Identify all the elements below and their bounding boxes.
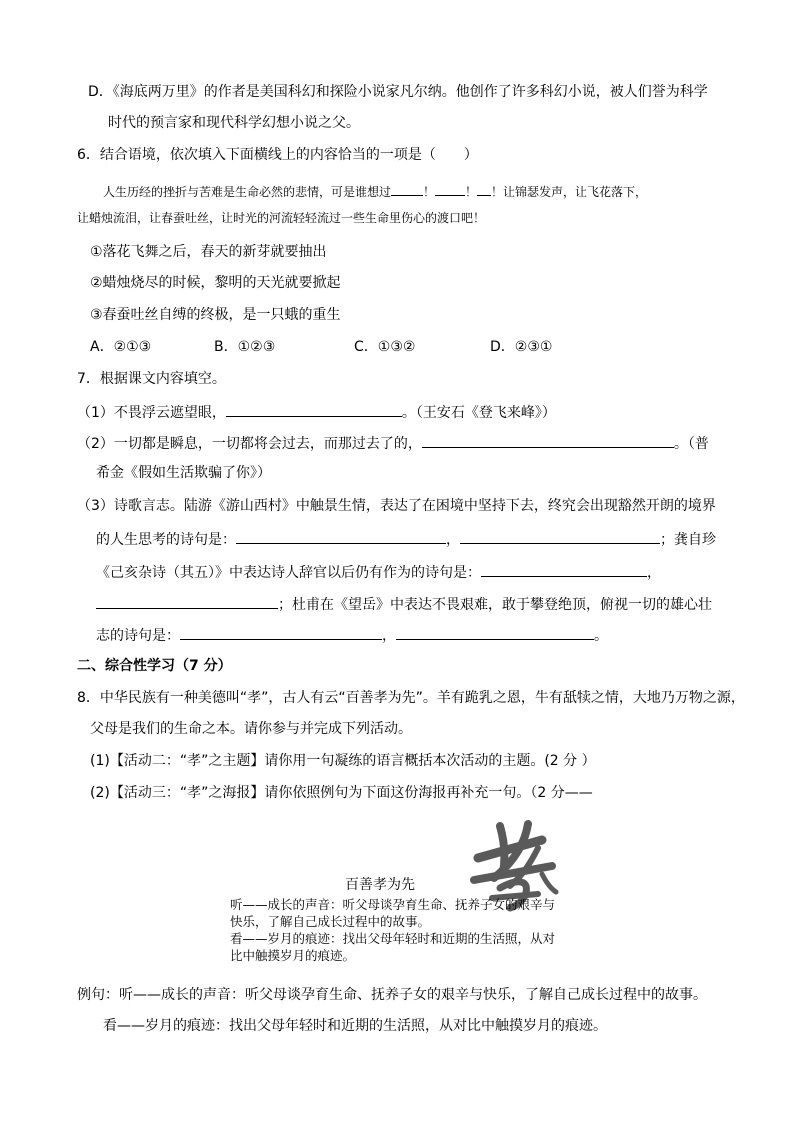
q7-part1-source: 。（王安石《登飞来峰》） [401, 405, 556, 421]
q6-blank-1[interactable] [391, 180, 423, 196]
q7-part3-line3 [96, 561, 661, 583]
q6-option-2: ②蜡烛烧尽的时候，黎明的天光就要掀起 [90, 275, 341, 291]
q7-part3-text-cont: ；龚自珍 [660, 532, 716, 548]
q6-blank-2[interactable] [435, 180, 465, 196]
q6-mark-2: ！ [465, 185, 478, 199]
q6-blank-3[interactable] [477, 180, 491, 196]
example-line-1: 例句：听——成长的声音：听父母谈孕育生命、抚养子女的艰辛与快乐，了解自己成长过程中的故事。 [77, 987, 707, 1003]
q5-option-d-line1: D．《海底两万里》的作者是美国科幻和探险小说家凡尔纳。他创作了许多科幻小说，被人们誉为科学 [88, 84, 708, 100]
q5-option-d-line2: 时代的预言家和现代科学幻想小说之父。 [108, 115, 360, 131]
q7-part3-line4 [96, 593, 712, 615]
q7-part3-text2: 《己亥杂诗（其五）》中表达诗人辞官以后仍有作为的诗句是： [96, 565, 481, 581]
q6-option-3: ③春蚕吐丝自缚的终极，是一只蛾的重生 [90, 307, 341, 323]
q6-choice-b[interactable]: B．①②③ [214, 339, 276, 355]
q7-part3-blank-2[interactable] [460, 528, 660, 544]
q7-part3-text3: ；杜甫在《望岳》中表达不畏艰难，敢于攀登绝顶，俯视一切的雄心壮 [278, 597, 712, 613]
q6-stem: 6．结合语境，依次填入下面横线上的内容恰当的一项是（ ） [77, 147, 478, 163]
q7-part1 [77, 401, 556, 423]
q7-part3-blank-1[interactable] [236, 528, 446, 544]
q7-part3-text: 的人生思考的诗句是： [96, 532, 236, 548]
q8-stem-line1: 8．中华民族有一种美德叫“孝”，古人有云“百善孝为先”。羊有跪乳之恩，牛有舐犊之情，大地乃万物之源， [77, 690, 745, 706]
q7-part3-blank-6[interactable] [396, 624, 594, 640]
q6-passage-line1 [103, 180, 647, 202]
q8-stem-line2: 父母是我们的生命之本。请你参与并完成下列活动。 [90, 721, 412, 737]
q8-sub1: (1)【活动二：“孝”之主题】请你用一句凝练的语言概括本次活动的主题。(2 分 ） [90, 753, 596, 769]
q7-part3-line1: （3）诗歌言志。陆游《游山西村》中触景生情，表达了在困境中坚持下去，终究会出现豁然开朗的境界 [77, 498, 716, 514]
q7-part3-blank-4[interactable] [96, 593, 278, 609]
q6-option-1: ①落花飞舞之后，春天的新芽就要抽出 [90, 244, 327, 260]
comma: ， [446, 532, 460, 548]
q6-passage-text: 人生历经的挫折与苦难是生命必然的悲情，可是谁想过 [103, 185, 392, 199]
poster-line-2: 快乐，了解自己成长过程中的故事。 [230, 914, 431, 929]
comma: ， [647, 565, 661, 581]
q7-part3-line2 [96, 528, 716, 550]
q8-sub2: (2)【活动三：“孝”之海报】请你依照例句为下面这份海报再补充一句。（2 分—— [90, 785, 593, 801]
period: 。 [594, 628, 608, 644]
q7-part3-line5 [96, 624, 608, 646]
q6-mark-3: ！让锦瑟发声，让飞花落下， [491, 185, 648, 199]
poster-line-4: 比中触摸岁月的痕迹。 [230, 948, 356, 963]
poster-line-3: 看——岁月的痕迹：找出父母年轻时和近期的生活照，从对 [230, 931, 556, 946]
q6-choice-c[interactable]: C．①③② [354, 339, 416, 355]
example-line-2: 看——岁月的痕迹：找出父母年轻时和近期的生活照，从对比中触摸岁月的痕迹。 [103, 1018, 607, 1034]
q6-mark-1: ！ [423, 185, 436, 199]
q7-part1-blank[interactable] [226, 401, 402, 417]
q7-part2-source-cont: 希金《假如生活欺骗了你》） [96, 465, 271, 481]
q7-part2-blank[interactable] [422, 432, 674, 448]
q6-choice-d[interactable]: D．②③① [490, 339, 553, 355]
comma: ， [382, 628, 396, 644]
poster-line-1: 听——成长的声音：听父母谈孕育生命、抚养子女的艰辛与 [230, 897, 556, 912]
q7-part3-blank-3[interactable] [481, 561, 647, 577]
q7-stem: 7．根据课文内容填空。 [77, 371, 226, 387]
q7-part1-text: （1）不畏浮云遮望眼， [77, 405, 226, 421]
q7-part2 [77, 432, 709, 454]
poster-title: 百善孝为先 [345, 877, 415, 893]
q7-part2-source: 。（普 [673, 436, 709, 452]
q6-passage-line2: 让蜡烛流泪，让春蚕吐丝，让时光的河流轻轻流过一些生命里伤心的渡口吧！ [77, 211, 486, 225]
section-heading: 二、综合性学习（7 分） [77, 658, 232, 674]
q7-part3-blank-5[interactable] [180, 624, 382, 640]
q7-part3-text4: 志的诗句是： [96, 628, 180, 644]
q7-part2-text: （2）一切都是瞬息，一切都将会过去，而那过去了的， [77, 436, 422, 452]
q6-choice-a[interactable]: A．②①③ [90, 339, 152, 355]
